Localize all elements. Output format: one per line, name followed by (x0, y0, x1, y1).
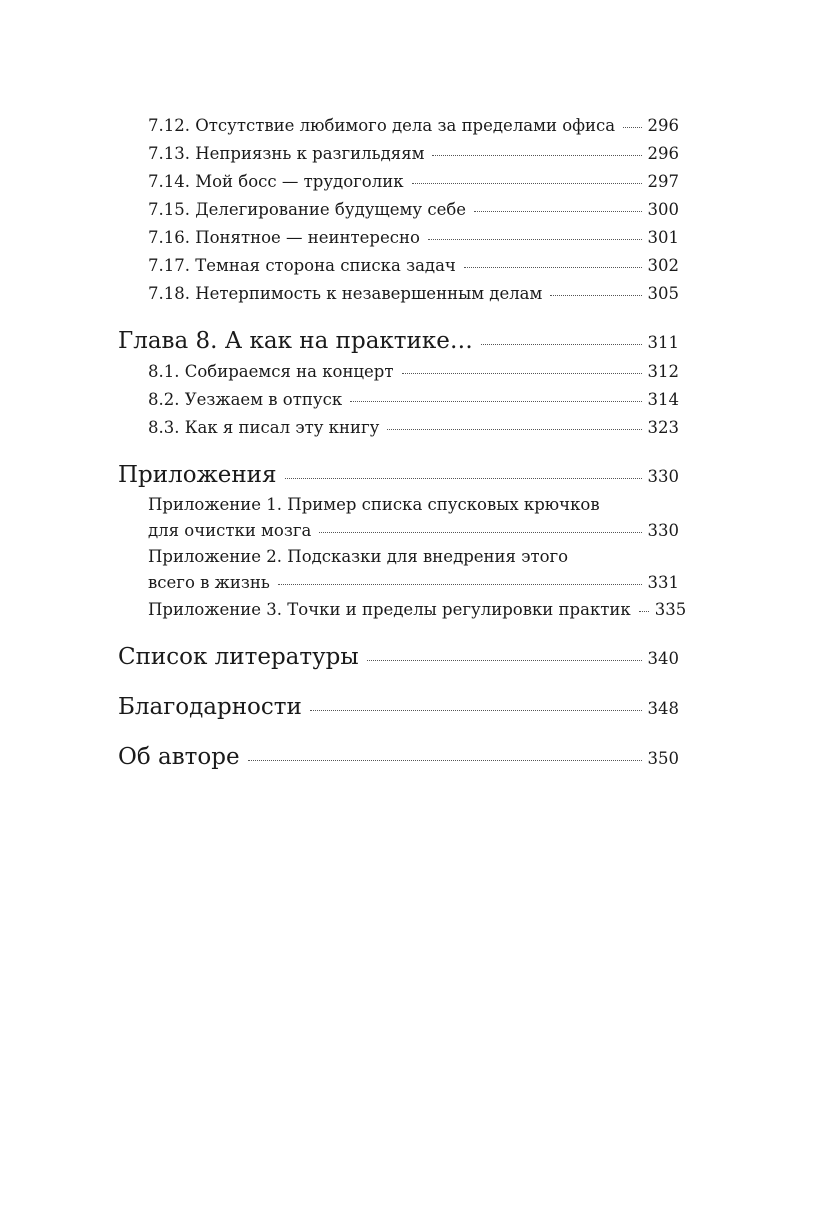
dot-leader (367, 660, 642, 661)
dot-leader (432, 155, 641, 156)
toc-chapter-title: Благодарности (118, 694, 302, 720)
toc-entry-page: 305 (647, 284, 679, 303)
toc-entry-title: 7.12. Отсутствие любимого дела за пределами офиса (148, 116, 616, 135)
toc-entry-title: 8.2. Уезжаем в отпуск (148, 390, 343, 409)
toc-entry-page: 335 (654, 600, 687, 619)
toc-entry-page: 312 (647, 362, 679, 381)
toc-entry-7-12 (118, 112, 679, 140)
dot-leader (350, 401, 641, 402)
toc-chapter-page: 311 (647, 333, 679, 352)
dot-leader (412, 183, 642, 184)
toc-entry-page: 296 (647, 144, 679, 163)
toc-chapter-page: 348 (647, 699, 679, 718)
toc-entry-7-14 (118, 168, 679, 196)
toc-appendices (118, 460, 679, 492)
toc-appendix-1 (118, 492, 679, 544)
toc-about-author (118, 742, 679, 774)
toc-entry-title-line1: Приложение 1. Пример списка спусковых крючков (148, 495, 600, 514)
toc-appendix-2 (118, 544, 679, 596)
toc-entry-page: 323 (647, 418, 679, 437)
table-of-contents (118, 112, 687, 774)
toc-entry-title: 7.15. Делегирование будущему себе (148, 200, 467, 219)
toc-entry-title-line2: для очистки мозга (148, 521, 312, 540)
dot-leader (319, 532, 641, 533)
toc-entry-title: 7.16. Понятное — неинтересно (148, 228, 420, 247)
toc-entry-page: 331 (647, 573, 679, 592)
toc-entry-8-3 (118, 414, 679, 442)
dot-leader (285, 478, 642, 479)
dot-leader (481, 344, 642, 345)
dot-leader (464, 267, 642, 268)
toc-entry-title: 7.18. Нетерпимость к незавершенным делам (148, 284, 543, 303)
toc-entry-7-15 (118, 196, 679, 224)
toc-chapter-title: Приложения (118, 462, 277, 488)
toc-entry-title: 8.3. Как я писал эту книгу (148, 418, 380, 437)
dot-leader (387, 429, 641, 430)
toc-entry-page: 300 (647, 200, 679, 219)
toc-entry-7-13 (118, 140, 679, 168)
toc-entry-page: 296 (647, 116, 679, 135)
dot-leader (623, 127, 641, 128)
toc-appendix-3 (118, 596, 687, 624)
toc-acknowledgements (118, 692, 679, 724)
dot-leader (550, 295, 641, 296)
toc-entry-page: 314 (647, 390, 679, 409)
toc-entry-7-16 (118, 224, 679, 252)
toc-entry-8-1 (118, 358, 679, 386)
toc-entry-page: 302 (647, 256, 679, 275)
dot-leader (402, 373, 642, 374)
dot-leader (310, 710, 642, 711)
toc-entry-title: Приложение 3. Точки и пределы регулировки практик (148, 600, 631, 619)
toc-chapter-8 (118, 326, 679, 358)
toc-entry-8-2 (118, 386, 679, 414)
toc-entry-title-line2: всего в жизнь (148, 573, 270, 592)
toc-entry-title: 7.13. Неприязнь к разгильдяям (148, 144, 425, 163)
toc-entry-7-17 (118, 252, 679, 280)
toc-entry-title: 7.17. Темная сторона списка задач (148, 256, 456, 275)
toc-chapter-page: 330 (647, 467, 679, 486)
toc-chapter-title: Глава 8. А как на практике… (118, 328, 473, 354)
toc-entry-page: 297 (647, 172, 679, 191)
toc-entry-title: 7.14. Мой босс — трудоголик (148, 172, 404, 191)
toc-chapter-page: 350 (647, 749, 679, 768)
toc-chapter-title: Список литературы (118, 644, 359, 670)
dot-leader (248, 760, 642, 761)
toc-entry-page: 330 (647, 521, 679, 540)
toc-entry-page: 301 (647, 228, 679, 247)
toc-chapter-page: 340 (647, 649, 679, 668)
dot-leader (474, 211, 641, 212)
toc-bibliography (118, 642, 679, 674)
toc-chapter-title: Об авторе (118, 744, 240, 770)
dot-leader (428, 239, 642, 240)
toc-entry-title: 8.1. Собираемся на концерт (148, 362, 394, 381)
toc-entry-title-line1: Приложение 2. Подсказки для внедрения этого (148, 547, 569, 566)
dot-leader (639, 611, 649, 612)
toc-entry-7-18 (118, 280, 679, 308)
dot-leader (278, 584, 642, 585)
